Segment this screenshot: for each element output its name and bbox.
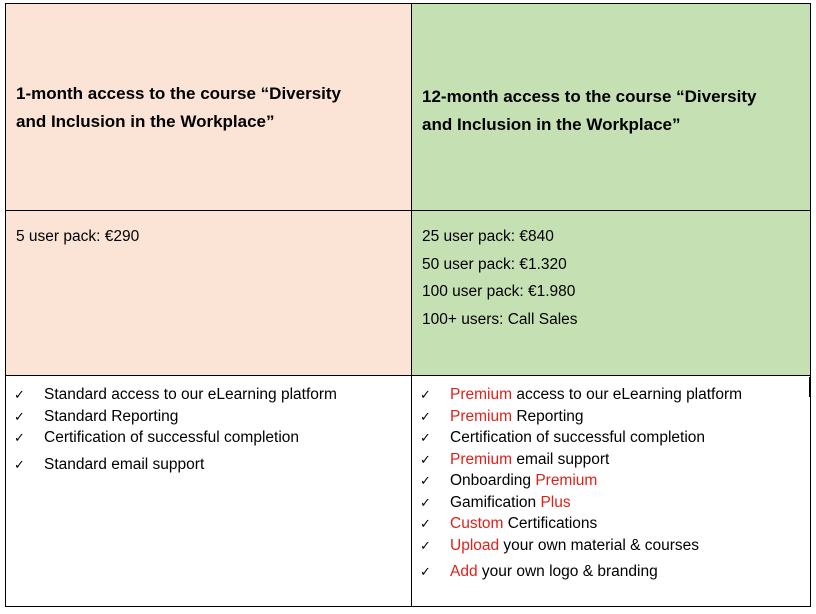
feature-text: Certification of successful completion: [450, 429, 706, 446]
plan-2-title-line-1: 12-month access to the course “Diversity: [422, 87, 757, 106]
price-row: [6, 211, 811, 376]
feature-text: access to our eLearning platform: [512, 386, 743, 403]
cell-edge-marker: [809, 377, 810, 397]
feature-text: Onboarding: [450, 472, 536, 489]
check-icon: ✓: [420, 409, 431, 425]
feature-text: Standard email support: [44, 455, 205, 473]
feature-item: [420, 449, 810, 471]
feature-text: Gamification: [450, 493, 541, 511]
feature-text: your own material & courses: [499, 536, 699, 554]
feature-highlight: Upload: [450, 536, 500, 554]
feature-highlight: Plus: [540, 493, 571, 511]
check-icon: ✓: [14, 431, 25, 446]
feature-text: your own logo & branding: [477, 563, 658, 580]
plan-1-title-line-2: and Inclusion in the Workplace”: [16, 112, 275, 131]
feature-item: [14, 427, 411, 449]
plan-1-prices: [6, 211, 411, 251]
price-line: 5 user pack: €290: [16, 228, 140, 245]
plan-1-title-cell: [6, 4, 412, 211]
feature-highlight: Premium: [450, 450, 513, 468]
check-icon: ✓: [420, 565, 431, 580]
feature-item: [14, 384, 411, 406]
feature-item: [420, 513, 810, 535]
feature-highlight: Custom: [450, 515, 504, 532]
check-icon: ✓: [420, 517, 431, 532]
feature-item: [420, 406, 810, 428]
plan-1-title-line-1: 1-month access to the course “Diversity: [16, 84, 342, 103]
plan-2-prices: [412, 211, 810, 333]
plan-2-title: [412, 4, 810, 139]
feature-item: [420, 427, 810, 449]
feature-highlight: Premium: [450, 407, 513, 425]
plan-2-features-cell: [412, 376, 811, 607]
plan-2-feature-list: [412, 376, 810, 583]
plan-2-price-cell: [412, 211, 811, 376]
feature-item: [420, 470, 810, 492]
check-icon: ✓: [420, 495, 431, 511]
features-row: [6, 376, 811, 607]
price-line: 25 user pack: €840: [422, 228, 554, 245]
feature-item: [420, 384, 810, 406]
plan-1-feature-list: [6, 376, 411, 475]
feature-highlight: Add: [450, 563, 478, 580]
feature-text: Reporting: [512, 407, 584, 425]
plan-2-title-line-2: and Inclusion in the Workplace”: [422, 115, 681, 134]
plan-1-title: [6, 4, 411, 136]
feature-item: [420, 561, 810, 583]
title-row: [6, 4, 811, 211]
feature-text: Certification of successful completion: [44, 429, 300, 446]
feature-text: Standard access to our eLearning platform: [44, 386, 337, 403]
price-line: 100 user pack: €1.980: [422, 283, 576, 300]
feature-highlight: Premium: [535, 472, 598, 489]
feature-item: [420, 535, 810, 557]
feature-text: Certifications: [503, 515, 598, 532]
pricing-table: [5, 3, 811, 607]
feature-text: email support: [512, 450, 610, 468]
check-icon: ✓: [420, 452, 431, 468]
check-icon: ✓: [14, 388, 25, 403]
plan-2-title-cell: [412, 4, 811, 211]
check-icon: ✓: [420, 431, 431, 446]
feature-highlight: Premium: [450, 386, 513, 403]
feature-item: [14, 406, 411, 428]
check-icon: ✓: [420, 474, 431, 489]
check-icon: ✓: [14, 457, 25, 473]
check-icon: ✓: [14, 409, 25, 425]
check-icon: ✓: [420, 388, 431, 403]
plan-1-price-cell: [6, 211, 412, 376]
price-line: 50 user pack: €1.320: [422, 255, 567, 273]
feature-text: Standard Reporting: [44, 407, 179, 425]
price-line: 100+ users: Call Sales: [422, 310, 578, 328]
plan-1-features-cell: [6, 376, 412, 607]
check-icon: ✓: [420, 538, 431, 554]
feature-item: [14, 454, 411, 476]
feature-item: [420, 492, 810, 514]
